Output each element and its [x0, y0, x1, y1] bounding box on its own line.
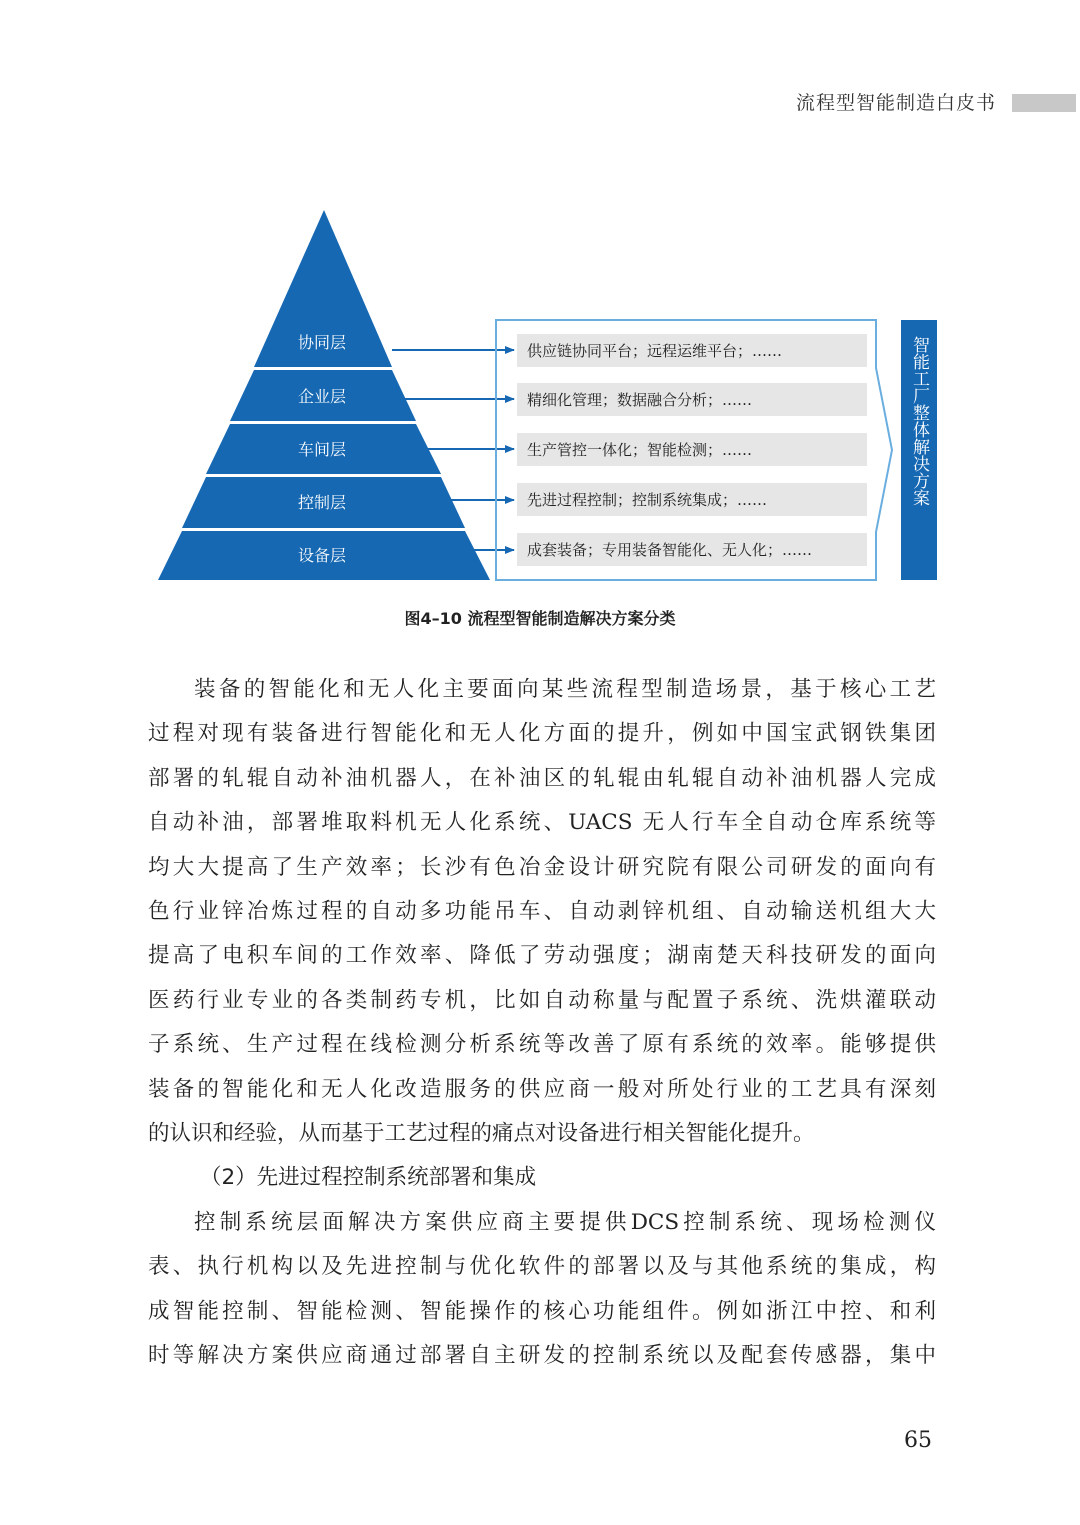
- section-subheading: （2）先进过程控制系统部署和集成: [200, 1165, 537, 1191]
- paragraph-1-line-4: 自动补油，部署堆取料机无人化系统、UACS 无人行车全自动仓库系统等: [148, 810, 936, 836]
- paragraph-1-line-3: 部署的轧辊自动补油机器人，在补油区的轧辊由轧辊自动补油机器人完成: [148, 765, 936, 791]
- solution-classification-figure: [0, 0, 1080, 640]
- page-number: 65: [904, 1428, 932, 1453]
- paragraph-1-line-11: 的认识和经验，从而基于工艺过程的痛点对设备进行相关智能化提升。: [148, 1121, 815, 1147]
- paragraph-1-line-10: 装备的智能化和无人化改造服务的供应商一般对所处行业的工艺具有深刻: [148, 1076, 936, 1102]
- paragraph-2-line-3: 成智能控制、智能检测、智能操作的核心功能组件。例如浙江中控、和利: [148, 1298, 936, 1324]
- paragraph-1-line-9: 子系统、生产过程在线检测分析系统等改善了原有系统的效率。能够提供: [148, 1032, 936, 1058]
- solution-text-2: 精细化管理；数据融合分析；……: [527, 391, 753, 409]
- figure-caption: 图4–10 流程型智能制造解决方案分类: [404, 609, 676, 628]
- body-text: [148, 668, 936, 1379]
- side-label-text: 智能工厂整体解决方案: [909, 336, 929, 506]
- paragraph-2-line-2: 表、执行机构以及先进控制与优化软件的部署以及与其他系统的集成，构: [148, 1254, 936, 1280]
- pyramid-label-2: 企业层: [297, 387, 347, 406]
- pyramid-label-5: 设备层: [297, 546, 347, 565]
- running-header-title: 流程型智能制造白皮书: [795, 92, 996, 114]
- paragraph-1-line-7: 提高了电积车间的工作效率、降低了劳动强度；湖南楚天科技研发的面向: [148, 943, 936, 969]
- solution-text-4: 先进过程控制；控制系统集成；……: [527, 491, 768, 509]
- paragraph-2-line-4: 时等解决方案供应商通过部署自主研发的控制系统以及配套传感器，集中: [148, 1343, 936, 1369]
- solution-text-1: 供应链协同平台；远程运维平台；……: [527, 342, 783, 360]
- pyramid-label-1: 协同层: [297, 333, 347, 352]
- paragraph-1-line-2: 过程对现有装备进行智能化和无人化方面的提升，例如中国宝武钢铁集团: [148, 721, 936, 747]
- solution-text-3: 生产管控一体化；智能检测；……: [527, 441, 753, 459]
- paragraph-1-line-8: 医药行业专业的各类制药专机，比如自动称量与配置子系统、洗烘灌联动: [148, 987, 936, 1013]
- paragraph-1-line-6: 色行业锌冶炼过程的自动多功能吊车、自动剥锌机组、自动输送机组大大: [148, 899, 936, 925]
- paragraph-1-line-5: 均大大提高了生产效率；长沙有色冶金设计研究院有限公司研发的面向有: [148, 854, 936, 880]
- solution-text-5: 成套装备；专用装备智能化、无人化；……: [527, 541, 813, 559]
- paragraph-2-line-1: 控制系统层面解决方案供应商主要提供DCS控制系统、现场检测仪: [194, 1209, 936, 1235]
- pyramid-label-3: 车间层: [297, 440, 347, 459]
- paragraph-1-line-1: 装备的智能化和无人化主要面向某些流程型制造场景，基于核心工艺: [194, 677, 936, 702]
- pyramid-label-4: 控制层: [297, 493, 347, 512]
